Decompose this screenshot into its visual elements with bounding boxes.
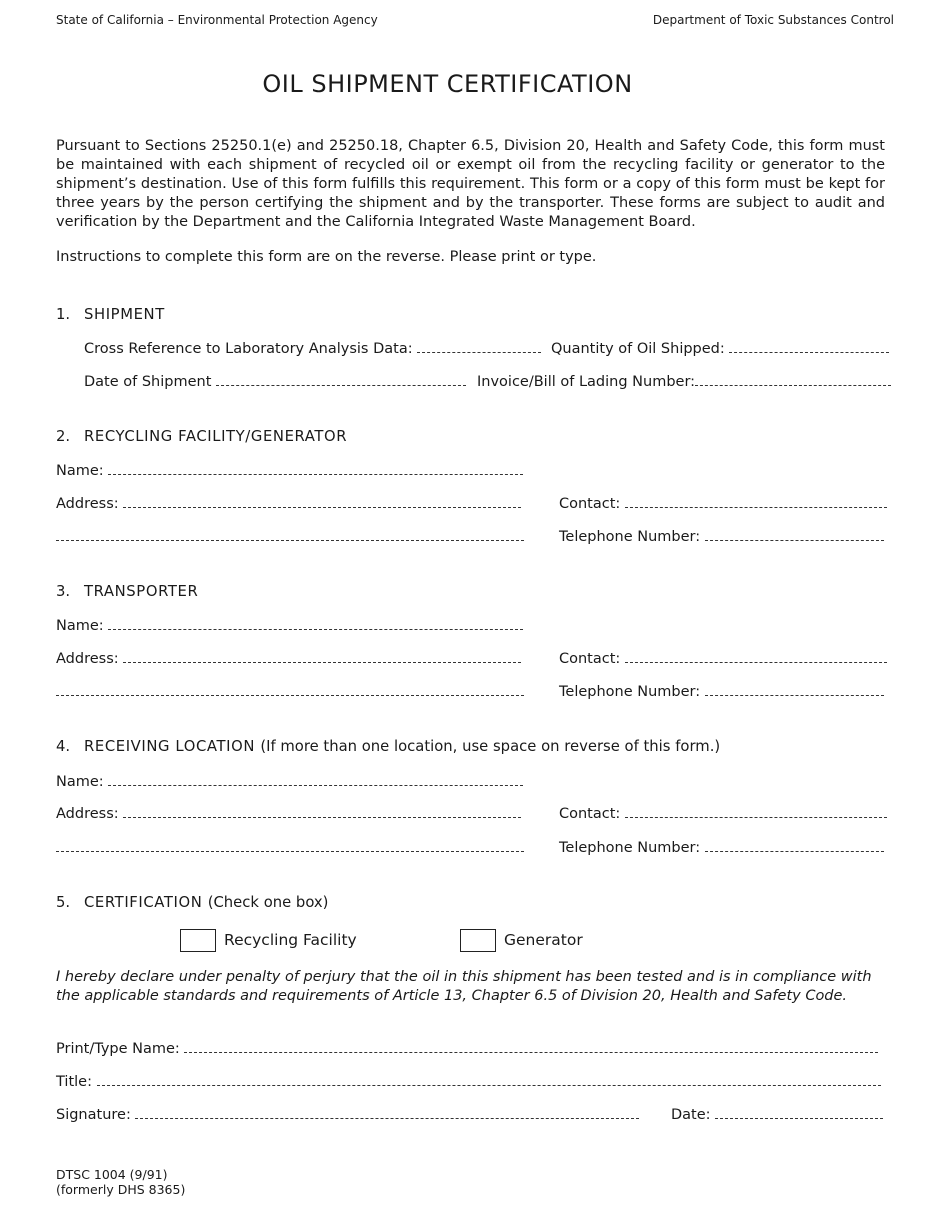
telephone-label: Telephone Number: (559, 529, 701, 545)
receiving-telephone-input[interactable] (705, 839, 884, 852)
contact-label: Contact: (559, 806, 621, 822)
transporter-address-input[interactable] (123, 650, 521, 663)
transporter-name-input[interactable] (108, 617, 523, 630)
section-note: (Check one box) (207, 894, 329, 911)
signature-input[interactable] (135, 1106, 639, 1119)
transporter-contact-field[interactable] (559, 650, 887, 667)
receiving-contact-input[interactable] (625, 805, 887, 818)
date-field[interactable] (671, 1106, 883, 1123)
name-label: Name: (56, 774, 104, 790)
transporter-telephone-input[interactable] (705, 683, 884, 696)
recycling-facility-label: Recycling Facility (224, 931, 357, 949)
receiving-contact-field[interactable] (559, 805, 887, 822)
section-number: 2. (56, 428, 71, 445)
shipment-date-input[interactable] (216, 373, 466, 386)
facility-telephone-input[interactable] (705, 528, 884, 541)
receiving-name-input[interactable] (108, 773, 523, 786)
telephone-label: Telephone Number: (559, 684, 701, 700)
receiving-telephone-field[interactable] (559, 839, 884, 856)
instructions-text: Instructions to complete this form are on the reverse. Please print or type. (56, 249, 597, 265)
recycling-facility-option[interactable] (180, 929, 357, 952)
form-title: OIL SHIPMENT CERTIFICATION (262, 70, 633, 98)
section-recycling-facility-heading (56, 428, 347, 445)
title-input[interactable] (97, 1073, 881, 1086)
section-transporter-heading (56, 583, 198, 600)
declaration-text: I hereby declare under penalty of perjury that the oil in this shipment has been tested and is in compliance with the applicable standards and requirements of Article 13, Chapter 6.5 of Division 20, Health and Safety Code. (56, 969, 872, 1004)
formerly-number: (formerly DHS 8365) (56, 1182, 186, 1197)
facility-address-field[interactable] (56, 495, 521, 512)
print-name-field[interactable] (56, 1040, 878, 1057)
section-title: RECEIVING LOCATION (84, 738, 255, 755)
transporter-address-line2-field[interactable] (56, 683, 524, 700)
signature-label: Signature: (56, 1107, 131, 1123)
cross-reference-label: Cross Reference to Laboratory Analysis Data: (84, 341, 413, 357)
receiving-address-field[interactable] (56, 805, 521, 822)
address-label: Address: (56, 496, 119, 512)
department-header: Department of Toxic Substances Control (652, 13, 894, 27)
facility-name-field[interactable] (56, 462, 523, 479)
telephone-label: Telephone Number: (559, 840, 701, 856)
transporter-address-field[interactable] (56, 650, 521, 667)
cross-reference-input[interactable] (417, 340, 541, 353)
recycling-facility-checkbox[interactable] (180, 929, 216, 952)
print-name-label: Print/Type Name: (56, 1041, 180, 1057)
section-certification-heading (56, 894, 328, 911)
invoice-input[interactable] (695, 373, 891, 386)
facility-contact-input[interactable] (625, 495, 887, 508)
receiving-address-input[interactable] (123, 805, 521, 818)
name-label: Name: (56, 618, 104, 634)
quantity-input[interactable] (729, 340, 889, 353)
invoice-field[interactable] (477, 373, 891, 390)
transporter-telephone-field[interactable] (559, 683, 884, 700)
transporter-contact-input[interactable] (625, 650, 887, 663)
section-title: CERTIFICATION (84, 894, 203, 911)
section-note: (If more than one location, use space on reverse of this form.) (260, 738, 721, 755)
title-label: Title: (56, 1074, 92, 1090)
section-title: RECYCLING FACILITY/GENERATOR (84, 428, 348, 445)
facility-address-line2-input[interactable] (56, 528, 524, 541)
title-field[interactable] (56, 1073, 881, 1090)
facility-address-line2-field[interactable] (56, 528, 524, 545)
signature-field[interactable] (56, 1106, 639, 1123)
section-number: 3. (56, 583, 71, 600)
contact-label: Contact: (559, 496, 621, 512)
receiving-name-field[interactable] (56, 773, 523, 790)
section-title: SHIPMENT (84, 306, 165, 323)
quantity-label: Quantity of Oil Shipped: (551, 341, 725, 357)
generator-checkbox[interactable] (460, 929, 496, 952)
intro-paragraph: Pursuant to Sections 25250.1(e) and 25250.18, Chapter 6.5, Division 20, Health and Safety Code, this form must be maintained with each shipment of recycled oil or exempt oil from the recycling facility or generator to the shipment’s destination. Use of this form fulfills this requirement. This form or a copy of this form must be kept for three years by the person certifying the shipment and by the transporter. These forms are subject to audit and verification by the Department and the California Integrated Waste Management Board. (56, 138, 885, 230)
section-title: TRANSPORTER (84, 583, 199, 600)
section-number: 5. (56, 894, 71, 911)
receiving-address-line2-input[interactable] (56, 839, 524, 852)
date-input[interactable] (715, 1106, 883, 1119)
cross-reference-field[interactable] (84, 340, 541, 357)
shipment-date-field[interactable] (84, 373, 466, 390)
transporter-name-field[interactable] (56, 617, 523, 634)
facility-address-input[interactable] (123, 495, 521, 508)
agency-header: State of California – Environmental Protection Agency (56, 13, 378, 27)
address-label: Address: (56, 651, 119, 667)
section-receiving-location-heading (56, 738, 720, 755)
print-name-input[interactable] (184, 1040, 878, 1053)
section-shipment-heading (56, 306, 165, 323)
address-label: Address: (56, 806, 119, 822)
generator-option[interactable] (460, 929, 583, 952)
transporter-address-line2-input[interactable] (56, 683, 524, 696)
facility-name-input[interactable] (108, 462, 523, 475)
shipment-date-label: Date of Shipment (84, 374, 212, 390)
date-label: Date: (671, 1107, 711, 1123)
section-number: 1. (56, 306, 71, 323)
generator-label: Generator (504, 931, 583, 949)
form-number: DTSC 1004 (9/91) (56, 1167, 168, 1182)
quantity-field[interactable] (551, 340, 889, 357)
invoice-label: Invoice/Bill of Lading Number: (477, 374, 696, 390)
section-number: 4. (56, 738, 71, 755)
receiving-address-line2-field[interactable] (56, 839, 524, 856)
facility-telephone-field[interactable] (559, 528, 884, 545)
facility-contact-field[interactable] (559, 495, 887, 512)
name-label: Name: (56, 463, 104, 479)
contact-label: Contact: (559, 651, 621, 667)
